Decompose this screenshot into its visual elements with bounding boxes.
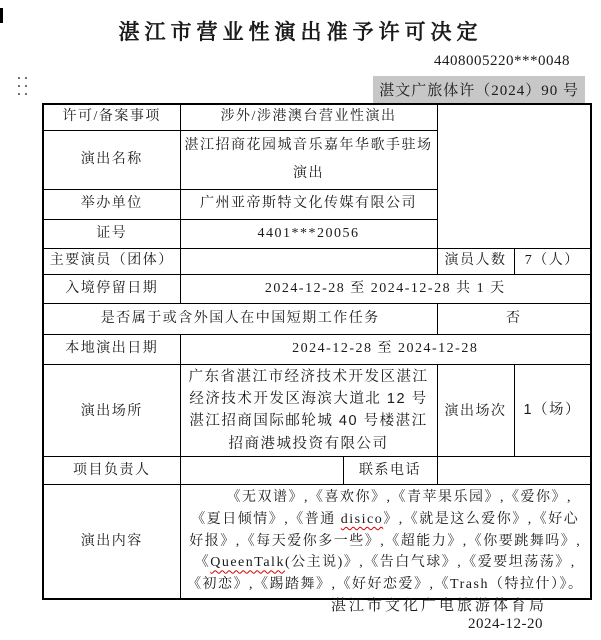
row-permit-item xyxy=(43,104,591,130)
local-performance-date-label: 本地演出日期 xyxy=(43,334,180,364)
show-count-value: 1（场） xyxy=(514,364,591,457)
license-number: 4408005220***0048 xyxy=(434,53,570,69)
venue-value: 广东省湛江市经济技术开发区湛江经济技术开发区海滨大道北 12 号湛江招商国际邮轮城 40 号楼湛江招商港城投资有限公司 xyxy=(180,364,437,457)
row-foreign-work-question xyxy=(43,303,591,334)
document-number-highlighted: 湛文广旅体许（2024）90 号 xyxy=(373,76,585,104)
row-local-performance-date xyxy=(43,334,591,364)
permit-item-label: 许可/备案事项 xyxy=(43,104,180,130)
main-performers-value xyxy=(180,248,437,274)
drag-handle-icon[interactable] xyxy=(18,77,28,96)
permit-item-value: 涉外/涉港澳台营业性演出 xyxy=(180,104,437,130)
entry-stay-dates-value: 2024-12-28 至 2024-12-28 共 1 天 xyxy=(180,274,591,303)
row-main-performers xyxy=(43,248,591,274)
row-entry-stay-dates xyxy=(43,274,591,303)
performer-count-label: 演员人数 xyxy=(437,248,514,274)
performer-count-value: 7（人） xyxy=(514,248,591,274)
content-part-2: 》,《就是这么爱你》,《好心好报》,《每天爱你多一些》,《超能力》,《你要跳舞吗》,《 xyxy=(189,512,582,571)
performance-content-value xyxy=(180,485,591,599)
performance-content-label: 演出内容 xyxy=(43,485,180,599)
local-performance-date-value: 2024-12-28 至 2024-12-28 xyxy=(180,334,591,364)
project-manager-label: 项目负责人 xyxy=(43,457,180,485)
foreign-work-question-label: 是否属于或含外国人在中国短期工作任务 xyxy=(43,303,437,334)
performance-name-value: 湛江招商花园城音乐嘉年华歌手驻场演出 xyxy=(180,130,437,189)
main-performers-label: 主要演员（团体） xyxy=(43,248,180,274)
show-count-label: 演出场次 xyxy=(437,364,514,457)
row-venue xyxy=(43,364,591,457)
foreign-work-question-value: 否 xyxy=(437,303,591,334)
venue-label: 演出场所 xyxy=(43,364,180,457)
contact-phone-value xyxy=(437,457,591,485)
organizer-value: 广州亚帝斯特文化传媒有限公司 xyxy=(180,189,437,219)
certificate-no-label: 证号 xyxy=(43,219,180,248)
content-part-1: 《无双谱》,《喜欢你》,《青苹果乐园》,《爱你》,《夏日倾情》,《普通 xyxy=(191,490,572,528)
content-part-3: (公主说)》,《告白气球》,《爱要坦荡荡》,《初恋》,《踢踏舞》,《好好恋爱》,《Trash（特拉什）》。 xyxy=(187,555,584,593)
document-number-line xyxy=(373,76,585,104)
content-misspelled-word-1: disico xyxy=(340,512,384,528)
project-manager-value xyxy=(180,457,343,485)
row-project-manager xyxy=(43,457,591,485)
contact-phone-label: 联系电话 xyxy=(343,457,437,485)
photo-cell xyxy=(437,104,591,248)
issue-date: 2024-12-20 xyxy=(468,616,543,632)
content-misspelled-word-2: QueenTalk xyxy=(210,555,285,571)
certificate-no-value: 4401***20056 xyxy=(180,219,437,248)
issuing-authority: 湛江市文化广电旅游体育局 xyxy=(330,598,547,614)
performance-name-label: 演出名称 xyxy=(43,130,180,189)
organizer-label: 举办单位 xyxy=(43,189,180,219)
entry-stay-dates-label: 入境停留日期 xyxy=(43,274,180,303)
row-performance-content xyxy=(43,485,591,599)
permit-table xyxy=(42,103,592,600)
document-title: 湛江市营业性演出准予许可决定 xyxy=(118,20,483,44)
